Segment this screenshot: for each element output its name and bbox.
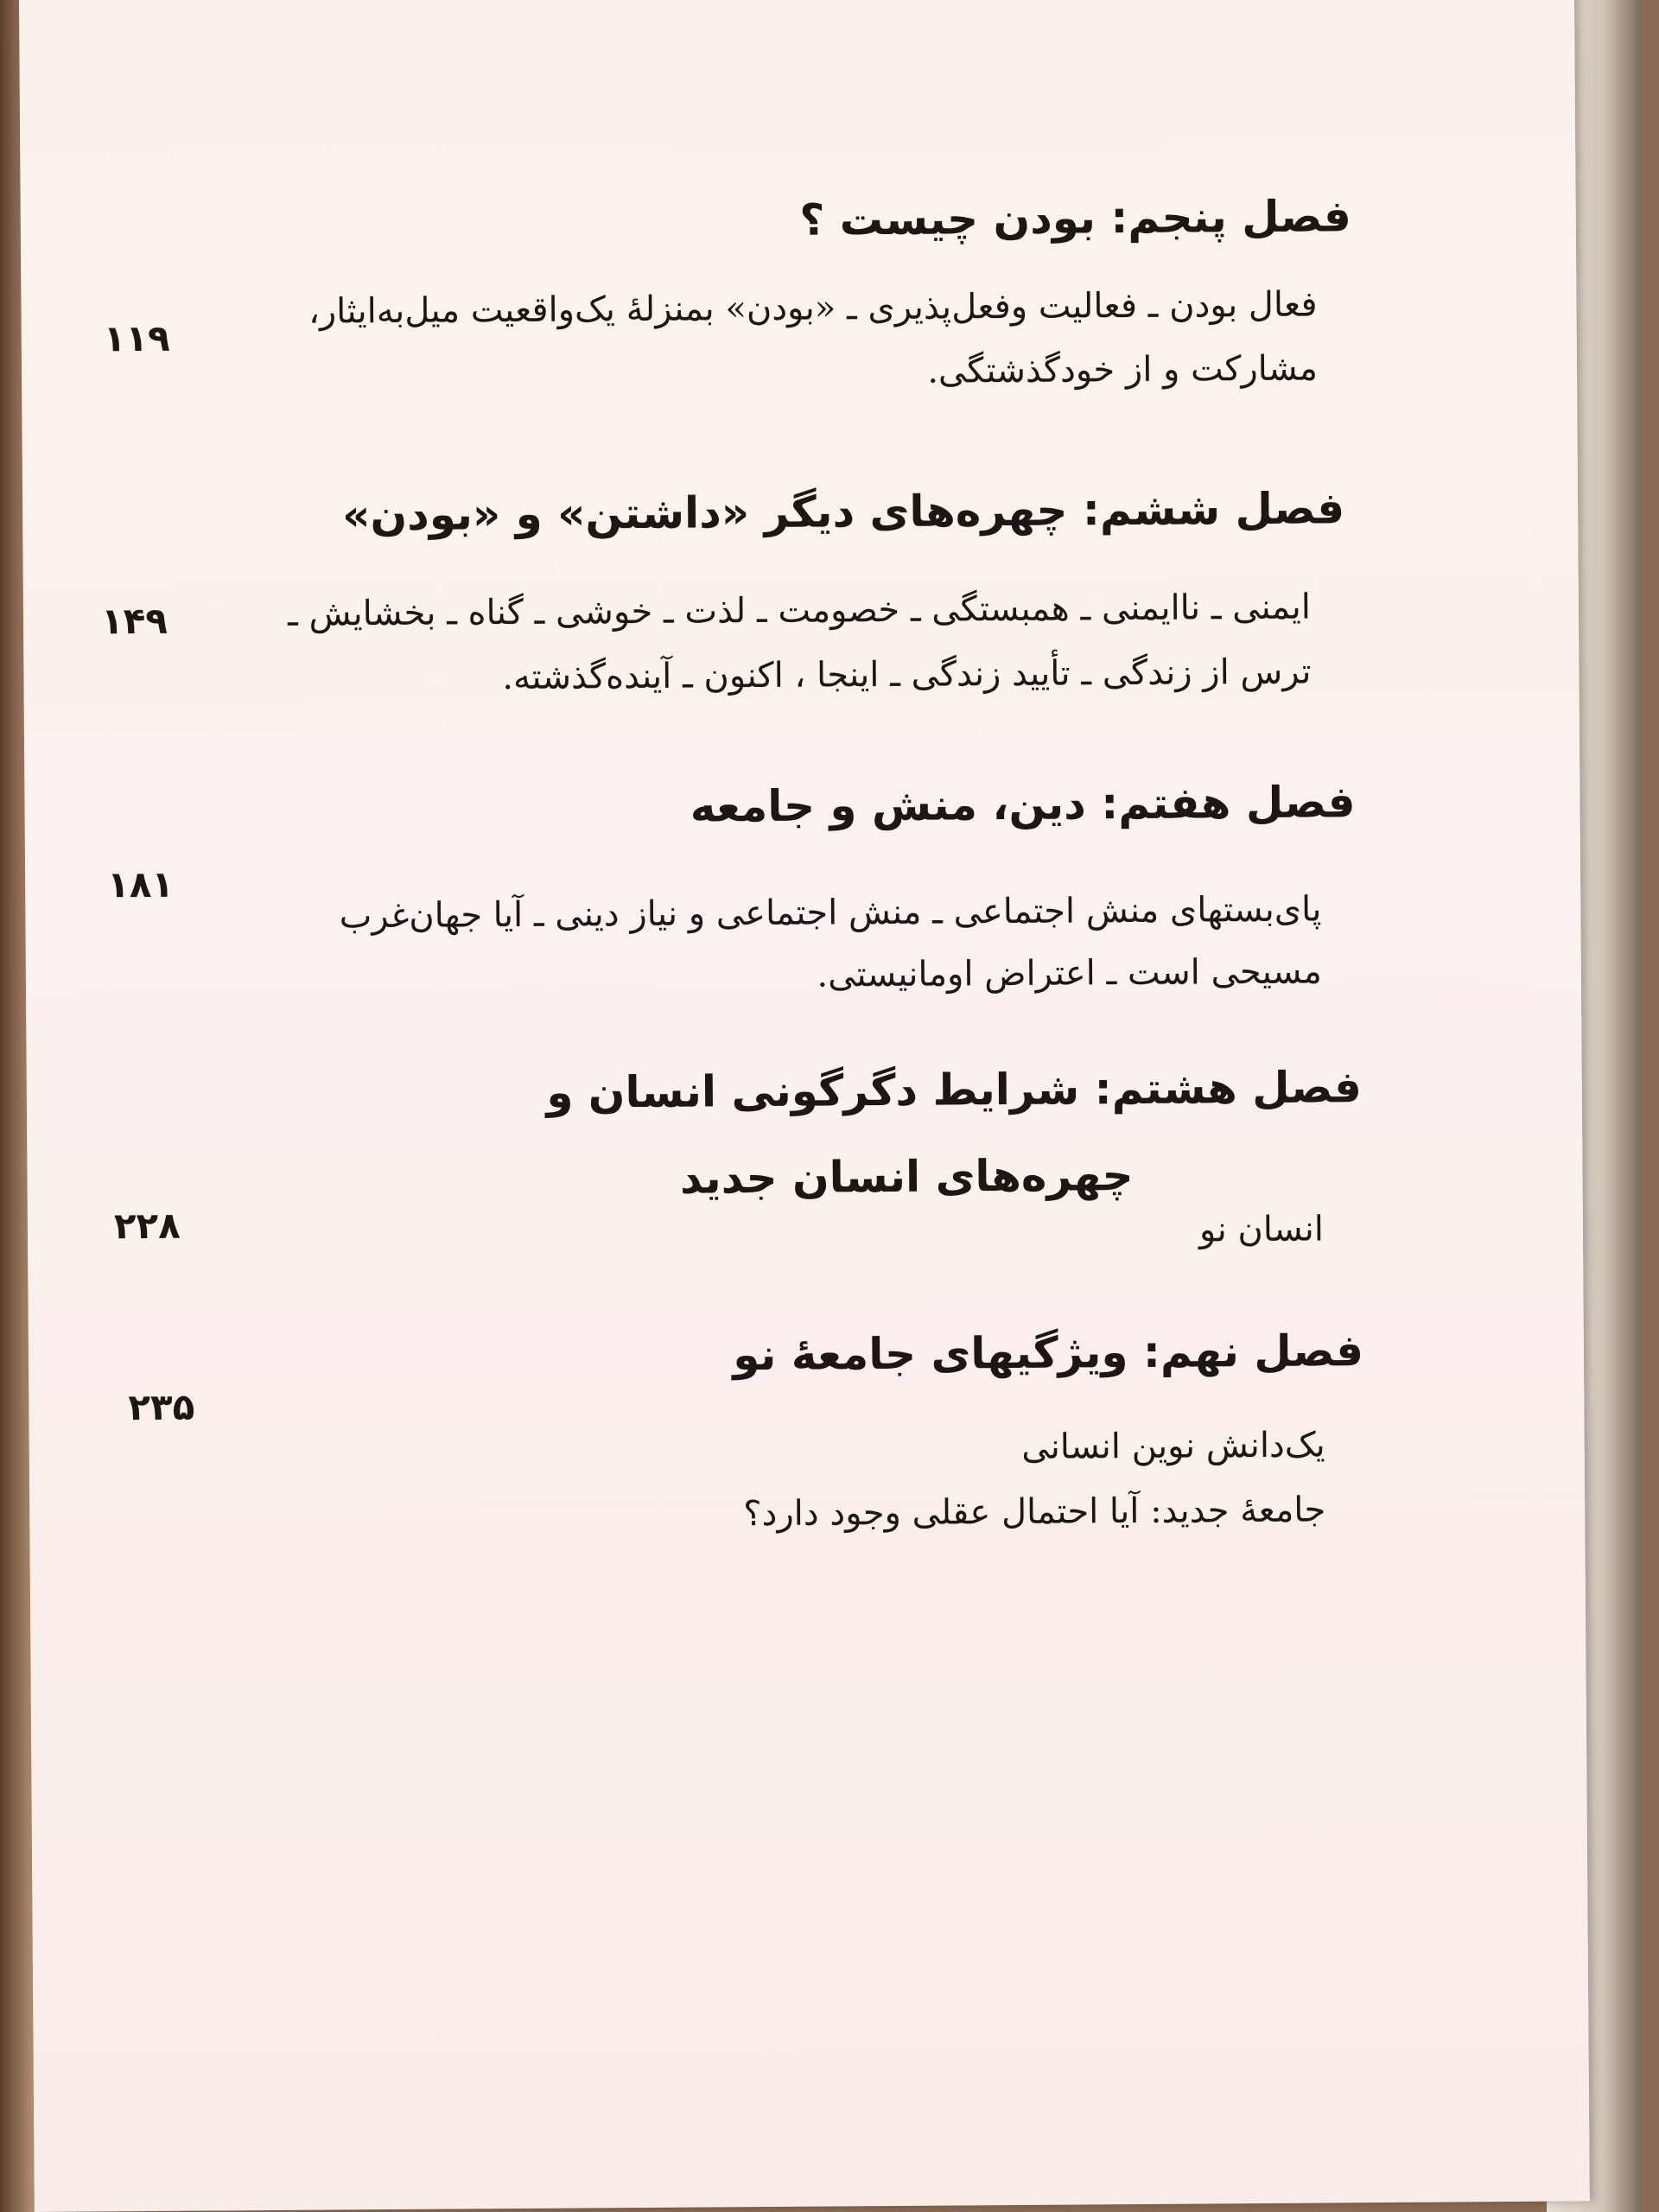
- chapter-heading: فصل پنجم: بودن چیست ؟: [799, 191, 1351, 245]
- chapter-description-line: فعال بودن ـ فعالیت وفعل‌پذیری ـ «بودن» بمنزلهٔ یک‌واقعیت میل‌به‌ایثار،: [308, 284, 1318, 332]
- chapter-heading: فصل نهم: ویژگیهای جامعهٔ نو: [733, 1325, 1364, 1381]
- chapter-heading: فصل هفتم: دین، منش و جامعه: [690, 777, 1356, 832]
- page-number: ۱۴۹: [100, 599, 168, 643]
- page-number: ۱۸۱: [106, 862, 175, 906]
- chapter-description-line: پای‌بستهای منش اجتماعی ـ منش اجتماعی و نیاز دینی ـ آیا جهان‌غرب: [339, 889, 1322, 937]
- page-number: ۲۲۸: [113, 1204, 181, 1248]
- chapter-description-line: ایمنی ـ ناایمنی ـ همبستگی ـ خصومت ـ لذت ـ خوشی ـ گناه ـ بخشایش ـ: [287, 587, 1312, 634]
- chapter-description-line: مشارکت و از خودگذشتگی.: [927, 348, 1319, 391]
- chapter-description-line: یک‌دانش نوین انسانی: [1021, 1425, 1325, 1467]
- chapter-description-line: مسیحی است ـ اعتراض اومانیستی.: [817, 951, 1323, 995]
- chapter-heading-continued: چهره‌های انسان جدید: [679, 1150, 1134, 1204]
- page-number: ۲۳۵: [128, 1385, 195, 1429]
- page-number: ۱۱۹: [103, 316, 170, 360]
- chapter-description-line: ترس از زندگی ـ تأیید زندگی ـ اینجا ، اکنون ـ آینده‌گذشته.: [502, 652, 1312, 698]
- chapter-heading: فصل هشتم: شرایط دگرگونی انسان و: [546, 1062, 1363, 1118]
- chapter-description-line: جامعهٔ جدید: آیا احتمال عقلی وجود دارد؟: [743, 1490, 1326, 1535]
- book-page: [19, 0, 1590, 2212]
- chapter-heading: فصل ششم: چهره‌های دیگر «داشتن» و «بودن»: [341, 483, 1345, 541]
- chapter-description-line: انسان نو: [1198, 1209, 1325, 1250]
